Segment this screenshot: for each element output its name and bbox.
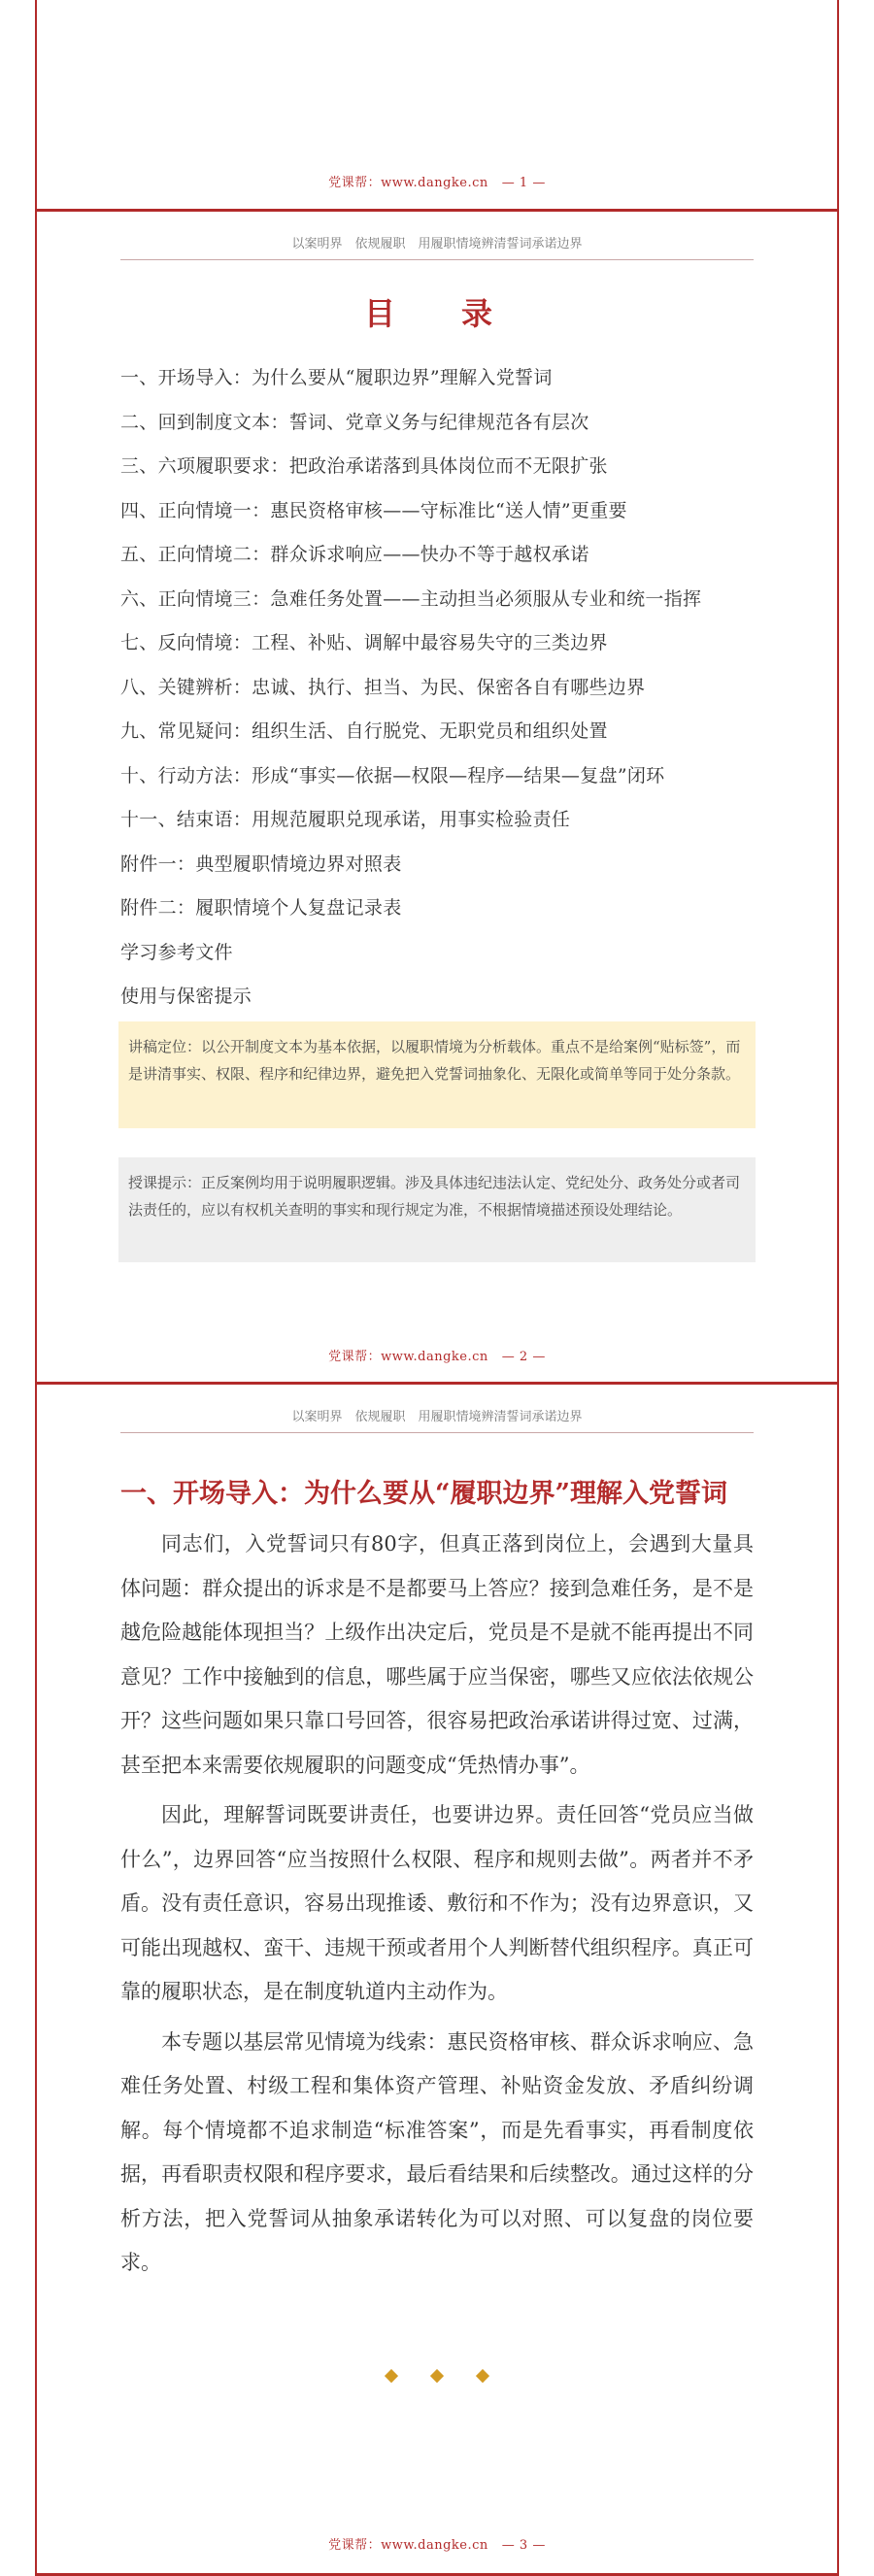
toc-item: 七、反向情境：工程、补贴、调解中最容易失守的三类边界 [120, 632, 608, 653]
toc-item: 十一、结束语：用规范履职兑现承诺，用事实检验责任 [120, 809, 571, 830]
page-footer [37, 172, 837, 190]
section-title: 一、开场导入：为什么要从“履职边界”理解入党誓词 [120, 1479, 728, 1509]
toc-item: 九、常见疑问：组织生活、自行脱党、无职党员和组织处置 [120, 720, 608, 742]
toc-item: 二、回到制度文本：誓词、党章义务与纪律规范各有层次 [120, 411, 589, 433]
page-header: 以案明界 依规履职 用履职情境辨清誓词承诺边界 [120, 233, 754, 260]
page-header: 以案明界 依规履职 用履职情境辨清誓词承诺边界 [120, 1406, 754, 1433]
diamond-icon [476, 2369, 489, 2383]
section-body [120, 1522, 754, 2292]
footer-page-number: — 3 — [501, 2538, 546, 2553]
footer-page-number: — 2 — [501, 1350, 546, 1364]
page-2 [35, 212, 839, 1385]
diamond-icon [385, 2369, 398, 2383]
page-footer [37, 1346, 837, 1364]
toc-title: 目 录 [363, 295, 510, 332]
page-footer [37, 2534, 837, 2553]
toc-item: 四、正向情境一：惠民资格审核——守标准比“送人情”更重要 [120, 499, 627, 521]
toc-item: 五、正向情境二：群众诉求响应——快办不等于越权承诺 [120, 544, 589, 565]
footer-site: 党课帮：www.dangke.cn [328, 1350, 488, 1364]
toc-item: 附件二：履职情境个人复盘记录表 [120, 897, 402, 919]
toc-item: 一、开场导入：为什么要从“履职边界”理解入党誓词 [120, 367, 553, 388]
toc-item: 六、正向情境三：急难任务处置——主动担当必须服从专业和统一指挥 [120, 587, 702, 610]
paragraph: 同志们，入党誓词只有80字，但真正落到岗位上，会遇到大量具体问题：群众提出的诉求是不是都要马上答应？接到急难任务，是不是越危险越能体现担当？上级作出决定后，党员是不是就不能再提出不同意见？工作中接触到的信息，哪些属于应当保密，哪些又应依法依规公开？这些问题如果只靠口号回答，很容易把政治承诺讲得过宽、过满，甚至把本来需要依规履职的问题变成“凭热情办事”。 [120, 1532, 754, 1777]
teaching-note: 授课提示：正反案例均用于说明履职逻辑。涉及具体违纪违法认定、党纪处分、政务处分或者司法责任的，应以有权机关查明的事实和现行规定为准，不根据情境描述预设处理结论。 [118, 1157, 756, 1262]
paragraph: 因此，理解誓词既要讲责任，也要讲边界。责任回答“党员应当做什么”，边界回答“应当按照什么权限、程序和规则去做”。两者并不矛盾。没有责任意识，容易出现推诿、敷衍和不作为；没有边界意识，又可能出现越权、蛮干、违规干预或者用个人判断替代组织程序。真正可靠的履职状态，是在制度轨道内主动作为。 [120, 1803, 754, 2003]
footer-site: 党课帮：www.dangke.cn [328, 176, 488, 190]
page-3 [35, 1385, 839, 2576]
toc-item: 附件一：典型履职情境边界对照表 [120, 853, 402, 875]
toc-item: 使用与保密提示 [120, 986, 252, 1007]
page-1 [35, 0, 839, 212]
section-divider [37, 2366, 837, 2385]
toc-list [120, 363, 754, 1026]
toc-item: 学习参考文件 [120, 941, 233, 963]
positioning-note: 讲稿定位：以公开制度文本为基本依据，以履职情境为分析载体。重点不是给案例“贴标签”，而是讲清事实、权限、程序和纪律边界，避免把入党誓词抽象化、无限化或简单等同于处分条款。 [118, 1021, 756, 1128]
footer-site: 党课帮：www.dangke.cn [328, 2538, 488, 2553]
toc-item: 十、行动方法：形成“事实—依据—权限—程序—结果—复盘”闭环 [120, 764, 665, 786]
toc-item: 三、六项履职要求：把政治承诺落到具体岗位而不无限扩张 [120, 455, 608, 477]
paragraph: 本专题以基层常见情境为线索：惠民资格审核、群众诉求响应、急难任务处置、村级工程和集体资产管理、补贴资金发放、矛盾纠纷调解。每个情境都不追求制造“标准答案”，而是先看事实，再看制度依据，再看职责权限和程序要求，最后看结果和后续整改。通过这样的分析方法，把入党誓词从抽象承诺转化为可以对照、可以复盘的岗位要求。 [120, 2029, 754, 2274]
footer-page-number: — 1 — [501, 176, 546, 190]
diamond-icon [430, 2369, 444, 2383]
toc-item: 八、关键辨析：忠诚、执行、担当、为民、保密各自有哪些边界 [120, 676, 646, 698]
